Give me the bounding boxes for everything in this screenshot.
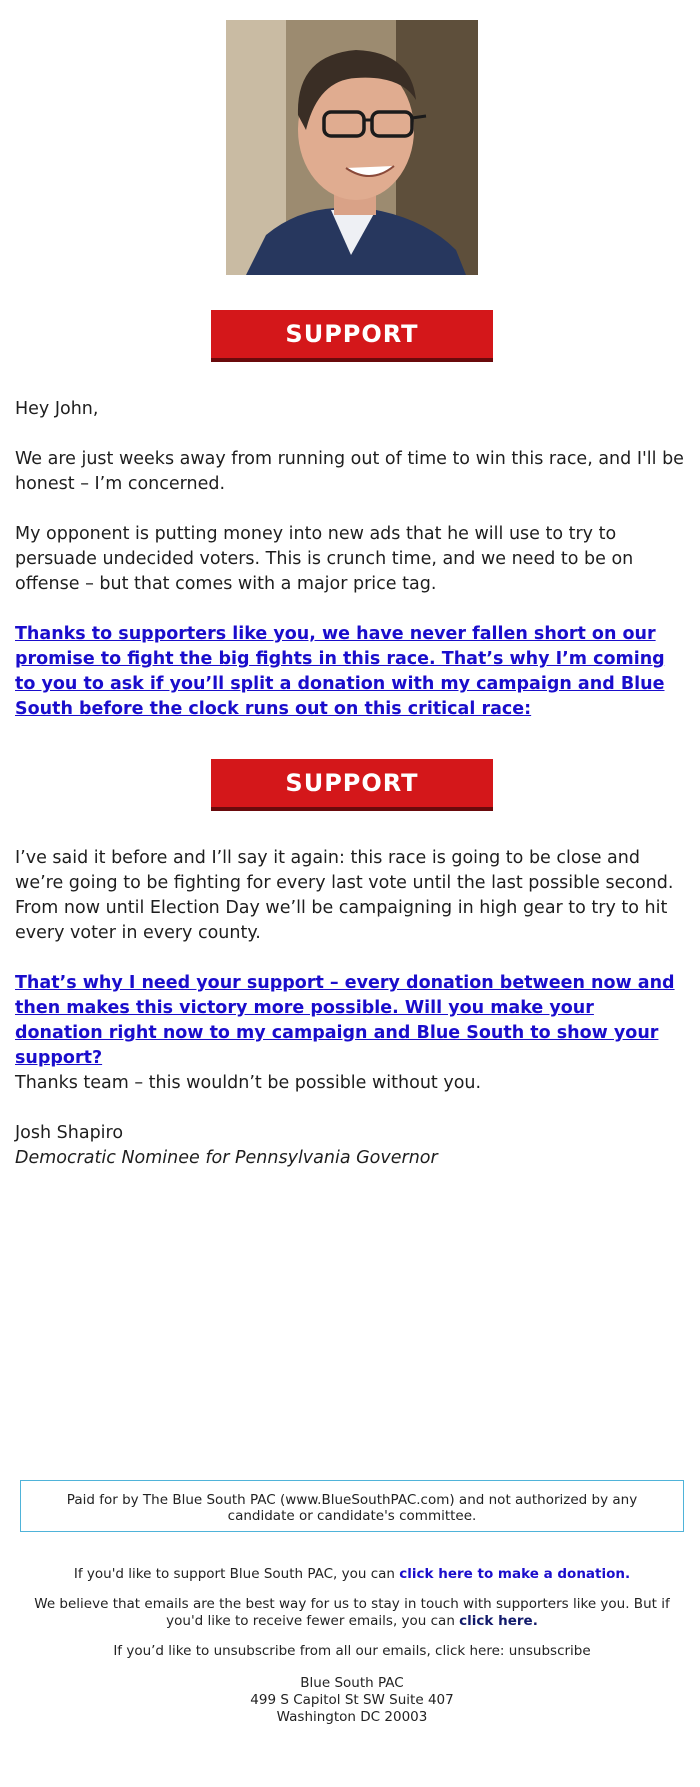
donate-link-paragraph-1[interactable]: Thanks to supporters like you, we have never fallen short on our promise to fight the big fights in this race. That’s why I’m coming to you to ask if you’ll split a donation with my campaign and Blue South before the clock runs out on this critical race: xyxy=(15,624,665,719)
paragraph-concerned: We are just weeks away from running out of time to win this race, and I'll be honest – I’m concerned. xyxy=(15,449,684,494)
footer-unsub-prefix: If you’d like to unsubscribe from all our emails, click here: xyxy=(113,1643,509,1659)
footer-org-name: Blue South PAC xyxy=(300,1675,404,1691)
footer-donate-link[interactable]: click here to make a donation. xyxy=(399,1566,631,1582)
greeting: Hey John, xyxy=(15,399,99,419)
donate-link-paragraph-2[interactable]: That’s why I need your support – every donation between now and then makes this victory more possible. Will you make your donation right now to my campaign and Blue South to show your support? xyxy=(15,973,675,1068)
support-button-middle[interactable]: SUPPORT xyxy=(211,759,493,811)
footer-donate-line xyxy=(20,1566,684,1583)
paragraph-close-race: I’ve said it before and I’ll say it again: this race is going to be close and we’re going to be fighting for every last vote until the last possible second. From now until Election Day we’ll be campaigning in high gear to try to hit every voter in every county. xyxy=(15,848,674,943)
portrait-illustration xyxy=(226,20,478,275)
footer-address-line2: Washington DC 20003 xyxy=(276,1709,428,1725)
footer-donate-prefix: If you'd like to support Blue South PAC, you can xyxy=(73,1566,400,1582)
paid-for-disclaimer: Paid for by The Blue South PAC (www.BlueSouthPAC.com) and not authorized by any candidate or candidate's committee. xyxy=(20,1480,684,1532)
signature-title: Democratic Nominee for Pennsylvania Governor xyxy=(15,1148,438,1168)
footer-unsubscribe-line xyxy=(20,1643,684,1660)
footer-fewer-emails-line xyxy=(20,1596,684,1630)
footer-address-line1: 499 S Capitol St SW Suite 407 xyxy=(250,1692,454,1708)
signature-name: Josh Shapiro xyxy=(15,1123,124,1143)
candidate-photo xyxy=(226,20,478,275)
paragraph-opponent: My opponent is putting money into new ads that he will use to try to persuade undecided voters. This is crunch time, and we need to be on offense – but that comes with a major price tag. xyxy=(15,524,634,594)
footer-unsubscribe-link[interactable]: unsubscribe xyxy=(508,1643,591,1659)
footer-fewer-emails-link[interactable]: click here. xyxy=(459,1613,538,1629)
footer-fewer-prefix: We believe that emails are the best way for us to stay in touch with supporters like you. But if you'd like to receive fewer emails, you can xyxy=(34,1596,670,1629)
support-button-top[interactable]: SUPPORT xyxy=(211,310,493,362)
paragraph-thanks: Thanks team – this wouldn’t be possible without you. xyxy=(15,1073,482,1093)
